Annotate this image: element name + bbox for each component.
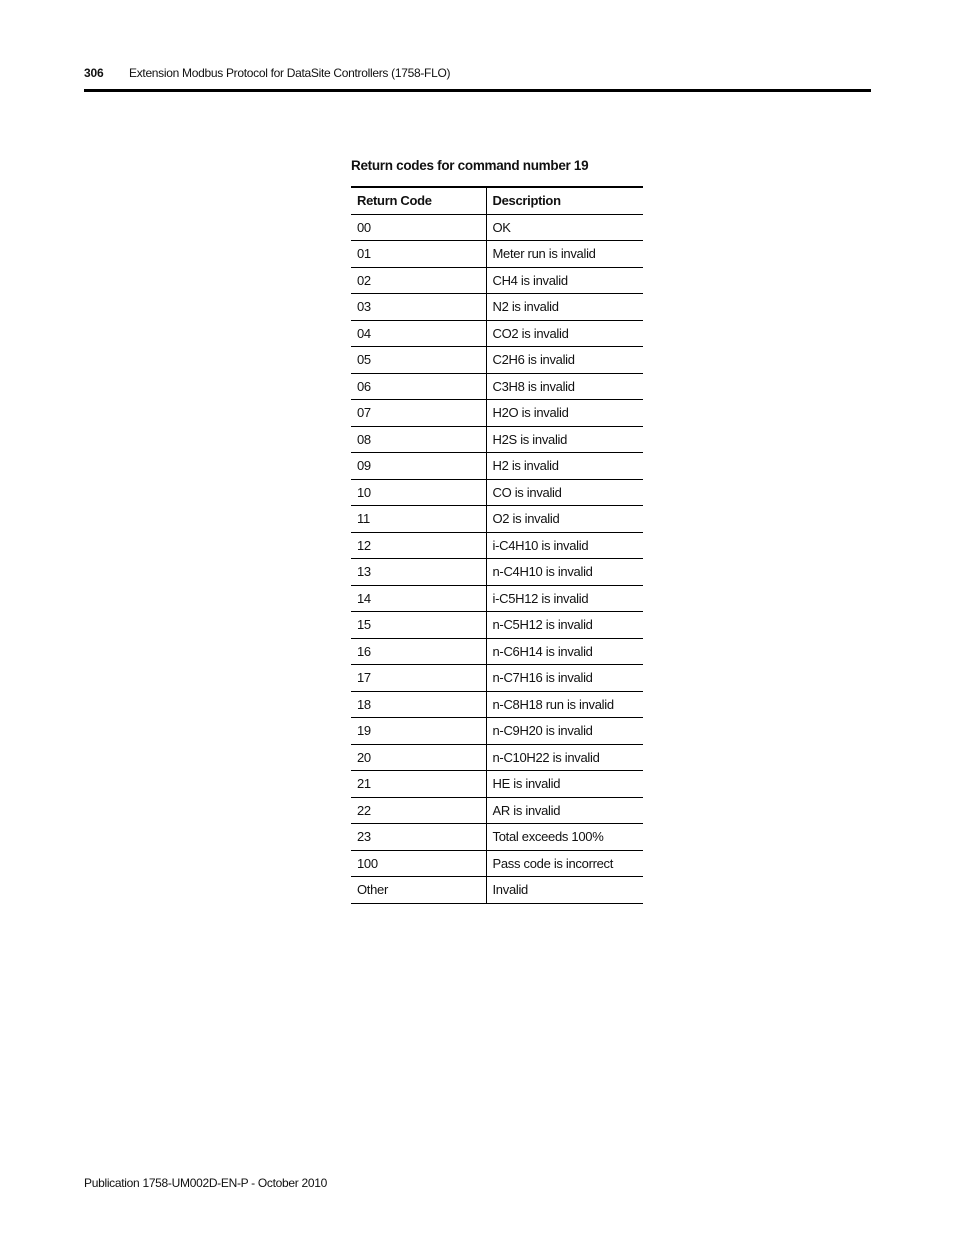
- table-row: [351, 347, 643, 374]
- page-header: [84, 66, 871, 92]
- description-cell: C3H8 is invalid: [486, 373, 643, 400]
- table-row: [351, 744, 643, 771]
- table-row: [351, 214, 643, 241]
- return-code-cell: 17: [351, 665, 486, 692]
- return-code-cell: 100: [351, 850, 486, 877]
- return-code-cell: 16: [351, 638, 486, 665]
- page-number: 306: [84, 66, 104, 80]
- table-row: [351, 426, 643, 453]
- table-row: [351, 718, 643, 745]
- table-row: [351, 665, 643, 692]
- table-row: [351, 294, 643, 321]
- description-cell: Pass code is incorrect: [486, 850, 643, 877]
- description-cell: H2 is invalid: [486, 453, 643, 480]
- table-row: [351, 824, 643, 851]
- publication-footer: Publication 1758-UM002D-EN-P - October 2010: [84, 1176, 328, 1190]
- return-code-cell: 02: [351, 267, 486, 294]
- description-cell: N2 is invalid: [486, 294, 643, 321]
- return-code-cell: 15: [351, 612, 486, 639]
- table-row: [351, 877, 643, 904]
- description-cell: HE is invalid: [486, 771, 643, 798]
- return-code-cell: 00: [351, 214, 486, 241]
- return-codes-table: [351, 186, 643, 904]
- return-code-cell: 22: [351, 797, 486, 824]
- description-cell: O2 is invalid: [486, 506, 643, 533]
- table-row: [351, 400, 643, 427]
- table-caption: Return codes for command number 19: [351, 158, 589, 173]
- return-code-cell: 21: [351, 771, 486, 798]
- return-code-cell: 19: [351, 718, 486, 745]
- description-cell: CH4 is invalid: [486, 267, 643, 294]
- table-row: [351, 691, 643, 718]
- description-cell: i-C4H10 is invalid: [486, 532, 643, 559]
- description-cell: AR is invalid: [486, 797, 643, 824]
- description-cell: CO2 is invalid: [486, 320, 643, 347]
- table-header-row: [351, 187, 643, 214]
- description-cell: Invalid: [486, 877, 643, 904]
- table-row: [351, 559, 643, 586]
- description-cell: Meter run is invalid: [486, 241, 643, 268]
- description-cell: n-C10H22 is invalid: [486, 744, 643, 771]
- table-row: [351, 320, 643, 347]
- table-row: [351, 585, 643, 612]
- table-row: [351, 797, 643, 824]
- table-row: [351, 850, 643, 877]
- return-code-cell: 20: [351, 744, 486, 771]
- table-row: [351, 267, 643, 294]
- description-cell: Total exceeds 100%: [486, 824, 643, 851]
- table-row: [351, 638, 643, 665]
- return-code-cell: 11: [351, 506, 486, 533]
- return-code-cell: 04: [351, 320, 486, 347]
- description-cell: H2S is invalid: [486, 426, 643, 453]
- return-code-cell: 14: [351, 585, 486, 612]
- table-row: [351, 479, 643, 506]
- description-cell: OK: [486, 214, 643, 241]
- table-row: [351, 612, 643, 639]
- description-cell: n-C7H16 is invalid: [486, 665, 643, 692]
- return-code-cell: 10: [351, 479, 486, 506]
- return-code-cell: 18: [351, 691, 486, 718]
- return-code-cell: 09: [351, 453, 486, 480]
- column-header-description: Description: [486, 187, 643, 214]
- description-cell: n-C5H12 is invalid: [486, 612, 643, 639]
- description-cell: CO is invalid: [486, 479, 643, 506]
- description-cell: n-C8H18 run is invalid: [486, 691, 643, 718]
- return-code-cell: 13: [351, 559, 486, 586]
- return-code-cell: 07: [351, 400, 486, 427]
- table-body: [351, 214, 643, 903]
- column-header-return-code: Return Code: [351, 187, 486, 214]
- return-code-cell: 23: [351, 824, 486, 851]
- return-code-cell: 01: [351, 241, 486, 268]
- return-code-cell: 08: [351, 426, 486, 453]
- description-cell: i-C5H12 is invalid: [486, 585, 643, 612]
- return-code-cell: 12: [351, 532, 486, 559]
- table-row: [351, 771, 643, 798]
- description-cell: C2H6 is invalid: [486, 347, 643, 374]
- return-code-cell: 05: [351, 347, 486, 374]
- description-cell: n-C6H14 is invalid: [486, 638, 643, 665]
- table-row: [351, 453, 643, 480]
- table-row: [351, 506, 643, 533]
- description-cell: n-C9H20 is invalid: [486, 718, 643, 745]
- return-code-cell: 06: [351, 373, 486, 400]
- table-row: [351, 241, 643, 268]
- table-row: [351, 532, 643, 559]
- running-title: Extension Modbus Protocol for DataSite Controllers (1758-FLO): [129, 66, 451, 80]
- return-code-cell: Other: [351, 877, 486, 904]
- description-cell: n-C4H10 is invalid: [486, 559, 643, 586]
- return-code-cell: 03: [351, 294, 486, 321]
- table-row: [351, 373, 643, 400]
- description-cell: H2O is invalid: [486, 400, 643, 427]
